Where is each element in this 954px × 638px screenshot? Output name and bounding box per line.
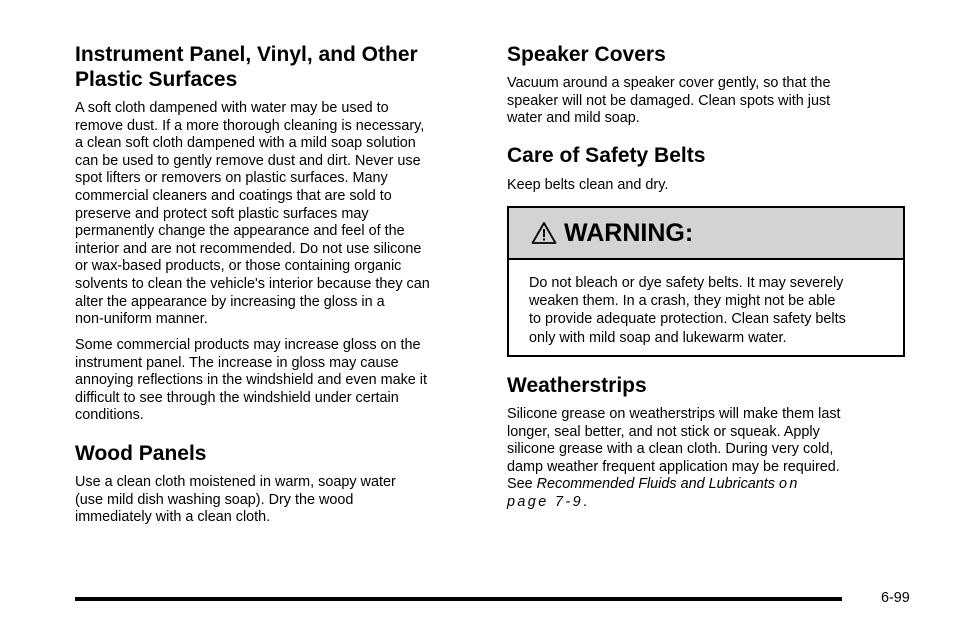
text-line: Use a clean cloth moistened in warm, soapy water <box>75 474 396 490</box>
wood-panels-heading: Wood Panels <box>75 442 207 465</box>
heading-line: Plastic Surfaces <box>75 68 238 91</box>
safety-belts-paragraph: Keep belts clean and dry. <box>507 177 669 193</box>
text-line: commercial cleaners and coatings that are sold to <box>75 187 392 204</box>
text-line: alter the appearance by increasing the gloss in a <box>75 293 385 310</box>
text-line: silicone grease with a clean cloth. During very cold, <box>507 441 834 458</box>
instrument-panel-paragraph-1 <box>75 100 430 329</box>
cross-reference-on: on <box>778 476 800 493</box>
safety-belts-heading: Care of Safety Belts <box>507 144 706 167</box>
text-line: interior and are not recommended. Do not use silicone <box>75 240 422 257</box>
text-line: Do not bleach or dye safety belts. It may severely <box>529 275 844 291</box>
text-line: preserve and protect soft plastic surfaces may <box>75 205 369 222</box>
see-prefix: See <box>507 476 537 493</box>
warning-body <box>529 274 846 347</box>
text-line: immediately with a clean cloth. <box>75 509 271 526</box>
warning-box <box>507 206 905 357</box>
text-line: longer, seal better, and not stick or squeak. Apply <box>507 423 820 440</box>
text-line: solvents to clean the vehicle's interior because they can <box>75 275 430 292</box>
text-line: water and mild soap. <box>507 110 640 127</box>
text-line: Some commercial products may increase gloss on the <box>75 337 421 353</box>
speaker-covers-paragraph <box>507 75 830 128</box>
text-line: damp weather frequent application may be required. <box>507 458 840 475</box>
cross-reference-page[interactable]: page 7-9 <box>507 493 584 510</box>
weatherstrips-heading: Weatherstrips <box>507 374 647 397</box>
page-number: 6-99 <box>881 590 910 606</box>
footer-rule <box>75 597 842 601</box>
text-line: only with mild soap and lukewarm water. <box>529 329 787 346</box>
instrument-panel-paragraph-2 <box>75 337 427 425</box>
warning-triangle-icon <box>531 221 557 245</box>
text-line: difficult to see through the windshield under certain <box>75 389 399 406</box>
text-line: A soft cloth dampened with water may be used to <box>75 100 389 116</box>
text-line: a clean soft cloth dampened with a mild soap solution <box>75 135 416 152</box>
text-line: remove dust. If a more thorough cleaning is necessary, <box>75 117 425 134</box>
cross-reference-line <box>507 476 841 494</box>
text-line: to provide adequate protection. Clean safety belts <box>529 311 846 328</box>
weatherstrips-paragraph <box>507 406 841 512</box>
text-line: spot lifters or removers on plastic surfaces. Many <box>75 170 388 187</box>
cross-reference-link[interactable]: Recommended Fluids and Lubricants <box>536 476 775 493</box>
cross-reference-end: . <box>583 493 590 510</box>
text-line: instrument panel. The increase in gloss may cause <box>75 354 399 371</box>
warning-header <box>509 208 903 260</box>
text-line: or wax-based products, or those containing organic <box>75 258 402 275</box>
instrument-panel-heading <box>75 42 418 92</box>
text-line: conditions. <box>75 407 144 424</box>
warning-title: WARNING: <box>564 219 694 247</box>
text-line: speaker will not be damaged. Clean spots with just <box>507 92 831 109</box>
text-line: weaken them. In a crash, they might not be able <box>529 293 836 310</box>
text-line: (use mild dish washing soap). Dry the wood <box>75 491 354 508</box>
cross-reference-page-line <box>507 494 841 512</box>
text-line: permanently change the appearance and feel of the <box>75 223 405 240</box>
text-line: Vacuum around a speaker cover gently, so that the <box>507 75 831 91</box>
text-line: non-uniform manner. <box>75 311 208 328</box>
text-line: can be used to gently remove dust and dirt. Never use <box>75 152 421 169</box>
text-line: annoying reflections in the windshield and even make it <box>75 372 427 389</box>
heading-line: Instrument Panel, Vinyl, and Other <box>75 43 418 66</box>
wood-panels-paragraph <box>75 474 396 527</box>
speaker-covers-heading: Speaker Covers <box>507 43 666 66</box>
text-line: Silicone grease on weatherstrips will make them last <box>507 406 841 422</box>
